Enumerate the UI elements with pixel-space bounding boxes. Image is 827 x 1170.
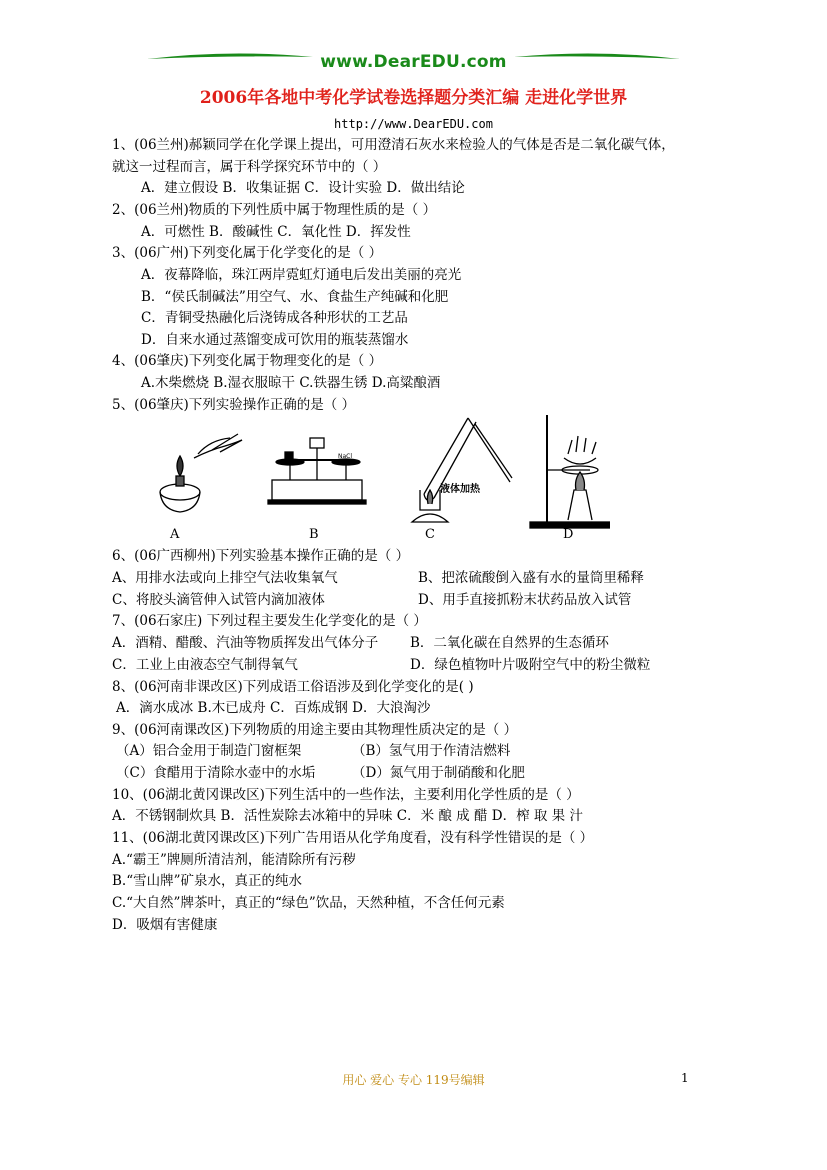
balance-icon	[268, 438, 366, 504]
q4-stem: 4、(06肇庆)下列变化属于物理变化的是（ ）	[112, 353, 383, 369]
q1-options: A．建立假设 B．收集证据 C．设计实验 D．做出结论	[141, 180, 465, 196]
svg-text:液体加热: 液体加热	[440, 484, 480, 495]
q9-stem: 9、(06河南课改区)下列物质的用途主要由其物理性质决定的是（ ）	[112, 722, 518, 738]
q1-stem-cont: 就这一过程而言，属于科学探究环节中的（ ）	[112, 159, 387, 175]
q4-options: A.木柴燃烧 B.湿衣服晾干 C.铁器生锈 D.高粱酿酒	[141, 375, 441, 391]
q3-option-b: B．“侯氏制碱法”用空气、水、食盐生产纯碱和化肥	[141, 289, 449, 305]
q2-options: A．可燃性 B．酸碱性 C．氧化性 D．挥发性	[141, 224, 411, 240]
q9-option-b: （B）氢气用于作清洁燃料	[352, 743, 511, 759]
svg-text:NaCl: NaCl	[338, 453, 353, 460]
q7-option-c: C．工业上由液态空气制得氧气	[112, 657, 298, 673]
figure-label-a: A	[170, 527, 180, 542]
q6-option-d: D、用手直接抓粉末状药品放入试管	[418, 592, 632, 608]
q9-option-a: （A）铝合金用于制造门窗框架	[116, 743, 302, 759]
alcohol-lamp-icon	[160, 434, 242, 512]
site-banner[interactable]: www.DearEDU.com	[320, 52, 507, 72]
figure-label-c: C	[425, 527, 435, 542]
q2-stem: 2、(06兰州)物质的下列性质中属于物理性质的是（ ）	[112, 202, 437, 218]
figure-label-d: D	[563, 527, 574, 542]
evaporating-dish-icon	[530, 415, 610, 528]
q6-option-b: B、把浓硫酸倒入盛有水的量筒里稀释	[418, 570, 644, 586]
q5-figure	[150, 410, 610, 535]
q11-option-c: C.“大自然”牌茶叶，真正的“绿色”饮品，天然种植，不含任何元素	[112, 895, 505, 911]
q5-stem: 5、(06肇庆)下列实验操作正确的是（ ）	[112, 397, 356, 413]
q9-option-c: （C）食醋用于清除水壶中的水垢	[116, 765, 316, 781]
q10-options: A．不锈钢制炊具 B．活性炭除去冰箱中的异味 C．米 酿 成 醋 D．榨 取 果 汁	[112, 808, 583, 824]
q7-option-a: A．酒精、醋酸、汽油等物质挥发出气体分子	[112, 635, 379, 651]
test-tube-heating-icon	[412, 418, 512, 522]
figure-label-b: B	[309, 527, 319, 542]
q3-stem: 3、(06广州)下列变化属于化学变化的是（ ）	[112, 245, 383, 261]
q6-option-c: C、将胶头滴管伸入试管内滴加液体	[112, 592, 325, 608]
q7-option-b: B．二氧化碳在自然界的生态循环	[410, 635, 609, 651]
q11-option-b: B.“雪山牌”矿泉水，真正的纯水	[112, 873, 303, 889]
q6-option-a: A、用排水法或向上排空气法收集氧气	[112, 570, 338, 586]
q3-option-d: D．自来水通过蒸馏变成可饮用的瓶装蒸馏水	[141, 332, 409, 348]
q7-option-d: D．绿色植物叶片吸附空气中的粉尘微粒	[410, 657, 651, 673]
q3-option-a: A．夜幕降临，珠江两岸霓虹灯通电后发出美丽的亮光	[141, 267, 462, 283]
q8-stem: 8、(06河南非课改区)下列成语工俗语涉及到化学变化的是( )	[112, 679, 474, 695]
site-url[interactable]: http://www.DearEDU.com	[334, 117, 493, 131]
q11-option-d: D．吸烟有害健康	[112, 917, 218, 933]
q7-stem: 7、(06石家庄) 下列过程主要发生化学变化的是（ ）	[112, 613, 427, 629]
q10-stem: 10、(06湖北黄冈课改区)下列生活中的一些作法，主要利用化学性质的是（ ）	[112, 787, 580, 803]
q11-stem: 11、(06湖北黄冈课改区)下列广告用语从化学角度看，没有科学性错误的是（ ）	[112, 830, 594, 846]
q6-stem: 6、(06广西柳州)下列实验基本操作正确的是（ ）	[112, 548, 410, 564]
q3-option-c: C．青铜受热融化后浇铸成各种形状的工艺品	[141, 310, 408, 326]
page-number: 1	[681, 1071, 689, 1085]
q11-option-a: A.“霸王”牌厕所清洁剂，能清除所有污秽	[112, 852, 356, 868]
q9-option-d: （D）氮气用于制硝酸和化肥	[352, 765, 525, 781]
page-title: 2006年各地中考化学试卷选择题分类汇编 走进化学世界	[199, 88, 628, 108]
q1-stem: 1、(06兰州)郝颖同学在化学课上提出，可用澄清石灰水来检验人的气体是否是二氧化碳气体，	[112, 137, 675, 153]
page-footer: 用心 爱心 专心 119号编辑	[342, 1073, 485, 1087]
q8-options: A．滴水成冰 B.木已成舟 C．百炼成钢 D．大浪淘沙	[116, 700, 431, 716]
